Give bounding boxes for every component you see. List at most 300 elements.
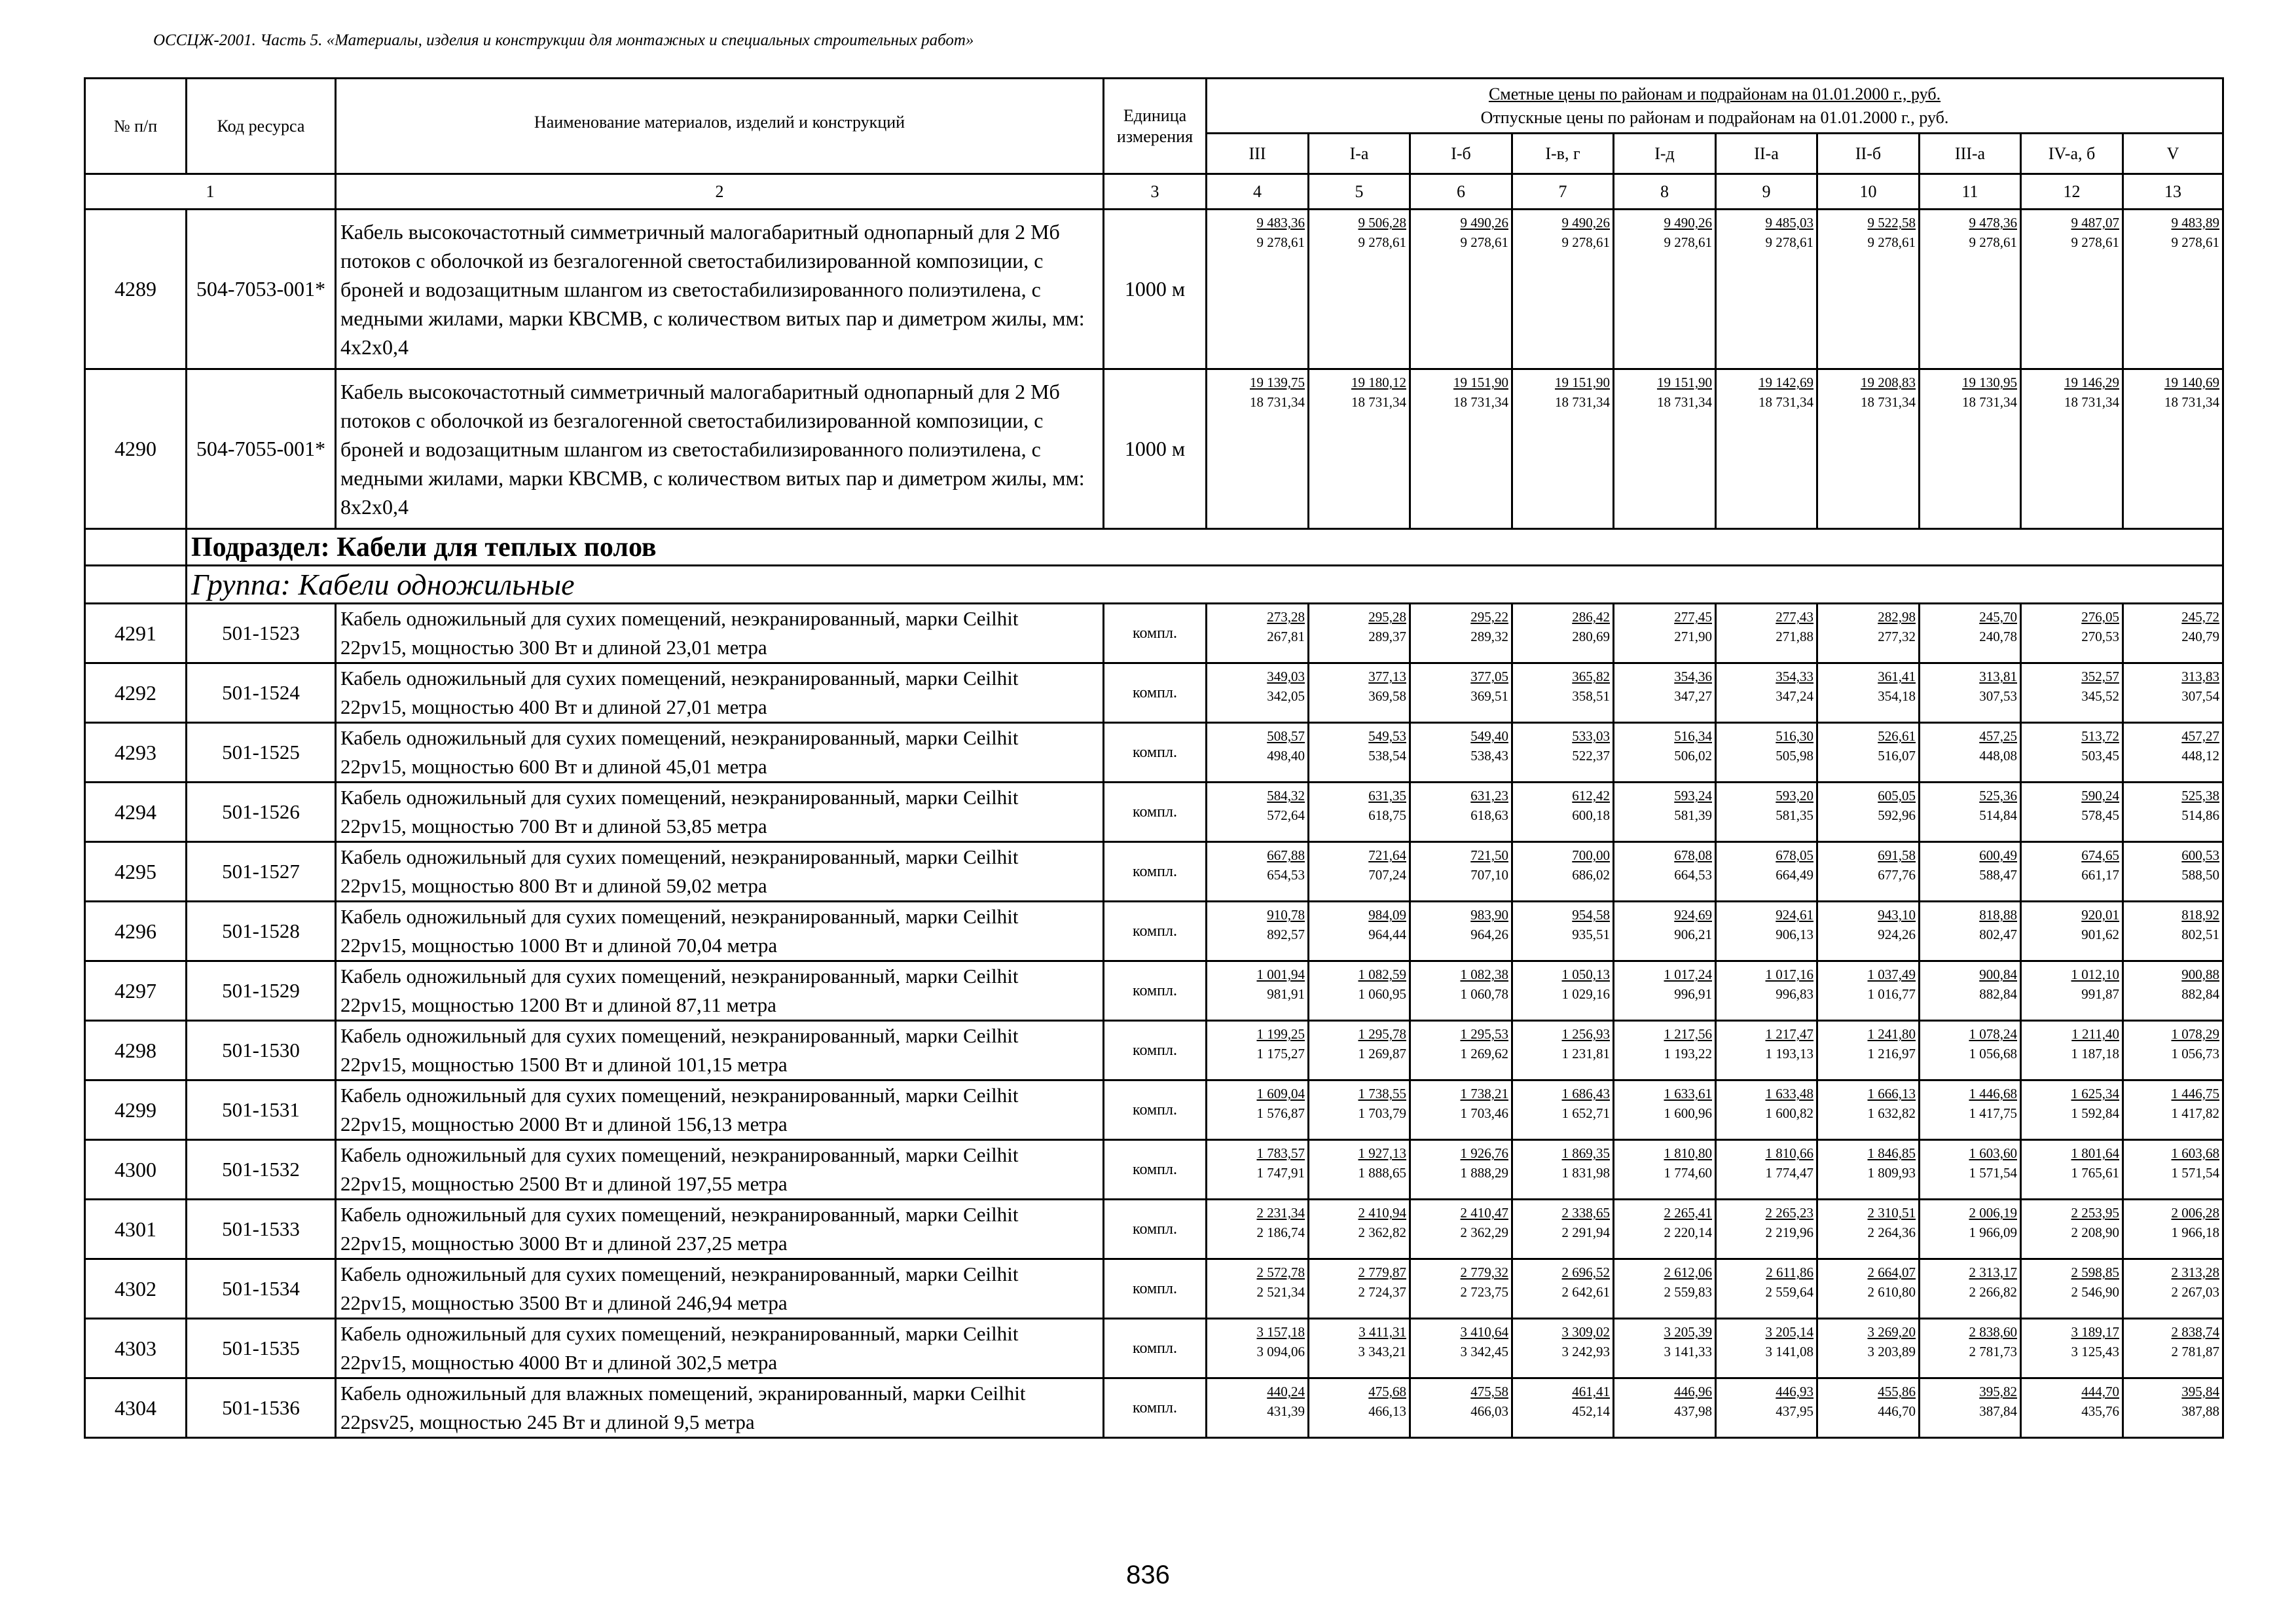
estimate-price: 19 142,69 — [1758, 375, 1813, 390]
price-cell — [1614, 210, 1716, 369]
release-price: 686,02 — [1572, 867, 1610, 883]
price-cell — [1309, 1021, 1410, 1080]
resource-code: 501-1529 — [187, 961, 336, 1021]
unit: 1000 м — [1104, 210, 1207, 369]
release-price: 1 632,82 — [1867, 1105, 1916, 1121]
estimate-price: 9 483,36 — [1256, 215, 1305, 231]
release-price: 654,53 — [1267, 867, 1305, 883]
estimate-price: 900,84 — [1979, 967, 2017, 982]
price-cell — [1614, 783, 1716, 842]
release-price: 280,69 — [1572, 629, 1610, 644]
price-cell — [2021, 961, 2123, 1021]
estimate-price: 1 017,24 — [1664, 967, 1712, 982]
release-price: 2 781,73 — [1969, 1344, 2017, 1359]
resource-code: 501-1527 — [187, 842, 336, 902]
release-price: 1 016,77 — [1867, 986, 1916, 1002]
price-cell — [1920, 842, 2021, 902]
estimate-price: 282,98 — [1878, 609, 1916, 625]
release-price: 435,76 — [2081, 1403, 2119, 1419]
estimate-price: 605,05 — [1878, 788, 1916, 803]
unit: 1000 м — [1104, 369, 1207, 529]
release-price: 431,39 — [1267, 1403, 1305, 1419]
material-name-line: 22pv15, мощностью 2000 Вт и длиной 156,13 метра — [340, 1113, 788, 1135]
estimate-price: 1 846,85 — [1867, 1145, 1916, 1161]
estimate-price: 377,13 — [1368, 669, 1406, 684]
col-header-unit: Единица измерения — [1104, 79, 1207, 174]
resource-code: 501-1528 — [187, 902, 336, 961]
price-cell — [1309, 961, 1410, 1021]
release-price: 1 571,54 — [1969, 1165, 2017, 1181]
price-cell — [1309, 1200, 1410, 1259]
estimate-price: 920,01 — [2081, 907, 2119, 923]
price-cell — [1410, 783, 1512, 842]
price-cell — [2021, 1140, 2123, 1200]
unit: компл. — [1104, 783, 1207, 842]
price-cell — [1309, 1080, 1410, 1140]
release-price: 2 267,03 — [2171, 1284, 2220, 1300]
price-cell — [1614, 1200, 1716, 1259]
unit: компл. — [1104, 1378, 1207, 1438]
estimate-price: 943,10 — [1878, 907, 1916, 923]
price-cell — [1512, 369, 1614, 529]
price-cell — [1614, 663, 1716, 723]
price-cell — [1716, 1140, 1817, 1200]
estimate-price: 9 487,07 — [2071, 215, 2119, 231]
release-price: 2 610,80 — [1867, 1284, 1916, 1300]
price-cell — [1716, 1259, 1817, 1319]
estimate-price: 349,03 — [1267, 669, 1305, 684]
resource-code: 501-1535 — [187, 1319, 336, 1378]
price-cell — [1512, 902, 1614, 961]
price-cell — [1207, 1200, 1309, 1259]
release-price: 677,76 — [1878, 867, 1916, 883]
release-price: 358,51 — [1572, 688, 1610, 704]
price-cell — [1920, 1378, 2021, 1438]
estimate-price: 631,23 — [1470, 788, 1508, 803]
estimate-price: 361,41 — [1878, 669, 1916, 684]
price-cell — [2021, 723, 2123, 783]
release-price: 802,47 — [1979, 927, 2017, 942]
release-price: 9 278,61 — [1969, 234, 2017, 250]
release-price: 664,49 — [1776, 867, 1813, 883]
material-name — [336, 1378, 1104, 1438]
release-price: 466,13 — [1368, 1403, 1406, 1419]
estimate-price: 1 211,40 — [2071, 1026, 2119, 1042]
prices-release-title: Отпускные цены по районам и подрайонам на 01.01.2000 г., руб. — [1480, 107, 1949, 127]
release-price: 505,98 — [1776, 748, 1813, 764]
estimate-price: 461,41 — [1572, 1384, 1610, 1399]
unit: компл. — [1104, 723, 1207, 783]
region-header: I-д — [1614, 134, 1716, 174]
estimate-price: 395,82 — [1979, 1384, 2017, 1399]
column-number: 13 — [2123, 174, 2223, 210]
price-cell — [1716, 961, 1817, 1021]
estimate-price: 3 189,17 — [2071, 1324, 2119, 1340]
release-price: 1 029,16 — [1561, 986, 1610, 1002]
row-number: 4303 — [85, 1319, 187, 1378]
estimate-price: 600,49 — [1979, 847, 2017, 863]
release-price: 2 362,82 — [1358, 1225, 1406, 1240]
price-cell — [1920, 1140, 2021, 1200]
price-cell — [1207, 210, 1309, 369]
row-number: 4302 — [85, 1259, 187, 1319]
release-price: 882,84 — [1979, 986, 2017, 1002]
estimate-price: 3 309,02 — [1561, 1324, 1610, 1340]
row-number: 4296 — [85, 902, 187, 961]
price-cell — [1512, 1080, 1614, 1140]
estimate-price: 2 265,23 — [1765, 1205, 1813, 1221]
release-price: 448,08 — [1979, 748, 2017, 764]
release-price: 347,24 — [1776, 688, 1813, 704]
price-cell — [2021, 1319, 2123, 1378]
release-price: 1 774,47 — [1765, 1165, 1813, 1181]
material-name-line: Кабель одножильный для сухих помещений, неэкранированный, марки Ceilhit — [340, 965, 1019, 987]
resource-code: 501-1526 — [187, 783, 336, 842]
material-name — [336, 842, 1104, 902]
price-cell — [1410, 961, 1512, 1021]
price-cell — [1817, 723, 1920, 783]
estimate-price: 9 485,03 — [1765, 215, 1813, 231]
estimate-price: 549,53 — [1368, 728, 1406, 744]
estimate-price: 19 139,75 — [1250, 375, 1305, 390]
release-price: 588,47 — [1979, 867, 2017, 883]
price-cell — [1920, 723, 2021, 783]
release-price: 2 186,74 — [1256, 1225, 1305, 1240]
price-cell — [1207, 783, 1309, 842]
release-price: 996,91 — [1674, 986, 1712, 1002]
unit: компл. — [1104, 663, 1207, 723]
prices-estimate-title: Сметные цены по районам и подрайонам на 01.01.2000 г., руб. — [1488, 84, 1941, 103]
table-row — [85, 723, 2223, 783]
price-cell — [1920, 663, 2021, 723]
price-cell — [1716, 1200, 1817, 1259]
price-cell — [1410, 210, 1512, 369]
estimate-price: 276,05 — [2081, 609, 2119, 625]
release-price: 1 269,62 — [1460, 1046, 1508, 1061]
price-cell — [1920, 783, 2021, 842]
price-cell — [1512, 1140, 1614, 1200]
release-price: 3 343,21 — [1358, 1344, 1406, 1359]
release-price: 18 731,34 — [2064, 394, 2119, 410]
price-cell — [1309, 842, 1410, 902]
price-cell — [1716, 1378, 1817, 1438]
release-price: 437,98 — [1674, 1403, 1712, 1419]
release-price: 935,51 — [1572, 927, 1610, 942]
price-cell — [1716, 1319, 1817, 1378]
estimate-price: 1 625,34 — [2071, 1086, 2119, 1101]
column-number: 8 — [1614, 174, 1716, 210]
material-name-line: 22pv15, мощностью 300 Вт и длиной 23,01 метра — [340, 636, 767, 659]
release-price: 1 774,60 — [1664, 1165, 1712, 1181]
release-price: 452,14 — [1572, 1403, 1610, 1419]
release-price: 1 831,98 — [1561, 1165, 1610, 1181]
estimate-price: 2 253,95 — [2071, 1205, 2119, 1221]
estimate-price: 1 869,35 — [1561, 1145, 1610, 1161]
estimate-price: 475,68 — [1368, 1384, 1406, 1399]
table-row — [85, 1319, 2223, 1378]
subsection-title: Подраздел: Кабели для теплых полов — [187, 529, 2223, 566]
release-price: 345,52 — [2081, 688, 2119, 704]
estimate-price: 295,28 — [1368, 609, 1406, 625]
price-cell — [1410, 1080, 1512, 1140]
region-header: IV-а, б — [2021, 134, 2123, 174]
price-cell — [1207, 663, 1309, 723]
price-cell — [1614, 1319, 1716, 1378]
price-cell — [1716, 1080, 1817, 1140]
estimate-price: 9 490,26 — [1664, 215, 1712, 231]
estimate-price: 352,57 — [2081, 669, 2119, 684]
material-name-line: Кабель одножильный для сухих помещений, неэкранированный, марки Ceilhit — [340, 1084, 1019, 1107]
release-price: 3 141,08 — [1765, 1344, 1813, 1359]
estimate-price: 313,81 — [1979, 669, 2017, 684]
release-price: 2 266,82 — [1969, 1284, 2017, 1300]
estimate-price: 19 140,69 — [2164, 375, 2220, 390]
column-number: 7 — [1512, 174, 1614, 210]
price-cell — [2123, 783, 2223, 842]
estimate-price: 1 446,68 — [1969, 1086, 2017, 1101]
price-cell — [1817, 1200, 1920, 1259]
price-cell — [1716, 210, 1817, 369]
release-price: 503,45 — [2081, 748, 2119, 764]
group-row — [85, 566, 2223, 604]
material-name-line: 22pv15, мощностью 2500 Вт и длиной 197,55 метра — [340, 1172, 788, 1195]
unit: компл. — [1104, 1021, 1207, 1080]
estimate-price: 1 017,16 — [1765, 967, 1813, 982]
price-cell — [1614, 723, 1716, 783]
release-price: 9 278,61 — [1561, 234, 1610, 250]
material-name-line: Кабель одножильный для сухих помещений, неэкранированный, марки Ceilhit — [340, 1203, 1019, 1226]
group-blank — [85, 566, 187, 604]
unit: компл. — [1104, 1259, 1207, 1319]
price-cell — [1207, 369, 1309, 529]
release-price: 981,91 — [1267, 986, 1305, 1002]
estimate-price: 983,90 — [1470, 907, 1508, 923]
estimate-price: 1 801,64 — [2071, 1145, 2119, 1161]
table-row — [85, 1080, 2223, 1140]
release-price: 1 966,18 — [2171, 1225, 2220, 1240]
release-price: 277,32 — [1878, 629, 1916, 644]
estimate-price: 1 256,93 — [1561, 1026, 1610, 1042]
price-cell — [1614, 842, 1716, 902]
release-price: 9 278,61 — [2171, 234, 2220, 250]
material-name — [336, 1140, 1104, 1200]
price-table — [84, 77, 2224, 1439]
estimate-price: 377,05 — [1470, 669, 1508, 684]
table-row — [85, 1259, 2223, 1319]
estimate-price: 1 783,57 — [1256, 1145, 1305, 1161]
release-price: 1 056,73 — [2171, 1046, 2220, 1061]
row-number: 4301 — [85, 1200, 187, 1259]
price-cell — [2123, 1259, 2223, 1319]
release-price: 661,17 — [2081, 867, 2119, 883]
unit: компл. — [1104, 1200, 1207, 1259]
release-price: 1 966,09 — [1969, 1225, 2017, 1240]
price-cell — [1716, 783, 1817, 842]
price-cell — [1410, 842, 1512, 902]
price-cell — [2123, 604, 2223, 663]
price-cell — [1512, 1259, 1614, 1319]
estimate-price: 526,61 — [1878, 728, 1916, 744]
price-cell — [1410, 1378, 1512, 1438]
estimate-price: 612,42 — [1572, 788, 1610, 803]
table-body — [85, 210, 2223, 1438]
estimate-price: 1 609,04 — [1256, 1086, 1305, 1101]
estimate-price: 1 050,13 — [1561, 967, 1610, 982]
price-cell — [2021, 1021, 2123, 1080]
subsection-row — [85, 529, 2223, 566]
release-price: 964,26 — [1470, 927, 1508, 942]
material-name-line: Кабель одножильный для сухих помещений, неэкранированный, марки Ceilhit — [340, 1263, 1019, 1285]
price-cell — [1716, 604, 1817, 663]
release-price: 991,87 — [2081, 986, 2119, 1002]
release-price: 618,63 — [1470, 807, 1508, 823]
release-price: 664,53 — [1674, 867, 1712, 883]
price-cell — [2021, 210, 2123, 369]
release-price: 2 208,90 — [2071, 1225, 2119, 1240]
estimate-price: 2 313,17 — [1969, 1264, 2017, 1280]
column-number: 4 — [1207, 174, 1309, 210]
release-price: 1 269,87 — [1358, 1046, 1406, 1061]
price-cell — [1410, 1259, 1512, 1319]
release-price: 342,05 — [1267, 688, 1305, 704]
release-price: 1 060,78 — [1460, 986, 1508, 1002]
release-price: 1 765,61 — [2071, 1165, 2119, 1181]
unit: компл. — [1104, 842, 1207, 902]
price-cell — [1817, 842, 1920, 902]
region-header: II-а — [1716, 134, 1817, 174]
region-header: II-б — [1817, 134, 1920, 174]
release-price: 240,79 — [2181, 629, 2220, 644]
material-name — [336, 1200, 1104, 1259]
release-price: 906,21 — [1674, 927, 1712, 942]
release-price: 347,27 — [1674, 688, 1712, 704]
price-cell — [1309, 210, 1410, 369]
estimate-price: 395,84 — [2181, 1384, 2220, 1399]
release-price: 1 187,18 — [2071, 1046, 2119, 1061]
price-cell — [1817, 902, 1920, 961]
release-price: 1 417,82 — [2171, 1105, 2220, 1121]
price-cell — [1512, 961, 1614, 1021]
release-price: 572,64 — [1267, 807, 1305, 823]
resource-code: 501-1536 — [187, 1378, 336, 1438]
column-number: 6 — [1410, 174, 1512, 210]
row-number: 4299 — [85, 1080, 187, 1140]
price-cell — [2021, 1378, 2123, 1438]
estimate-price: 1 738,55 — [1358, 1086, 1406, 1101]
estimate-price: 1 738,21 — [1460, 1086, 1508, 1101]
release-price: 588,50 — [2181, 867, 2220, 883]
release-price: 18 731,34 — [1758, 394, 1813, 410]
estimate-price: 2 779,32 — [1460, 1264, 1508, 1280]
price-cell — [1512, 783, 1614, 842]
price-cell — [1410, 902, 1512, 961]
table-header — [85, 79, 2223, 210]
estimate-price: 2 410,47 — [1460, 1205, 1508, 1221]
estimate-price: 1 633,61 — [1664, 1086, 1712, 1101]
price-cell — [2123, 961, 2223, 1021]
price-cell — [1920, 1200, 2021, 1259]
region-header: I-а — [1309, 134, 1410, 174]
estimate-price: 455,86 — [1878, 1384, 1916, 1399]
resource-code: 501-1523 — [187, 604, 336, 663]
material-name-line: 22pv15, мощностью 1000 Вт и длиной 70,04 метра — [340, 934, 778, 957]
release-price: 267,81 — [1267, 629, 1305, 644]
column-number: 5 — [1309, 174, 1410, 210]
price-cell — [2021, 783, 2123, 842]
unit: компл. — [1104, 1140, 1207, 1200]
estimate-price: 1 082,59 — [1358, 967, 1406, 982]
material-name-line: 22pv15, мощностью 600 Вт и длиной 45,01 метра — [340, 755, 767, 778]
price-cell — [1716, 842, 1817, 902]
price-cell — [1512, 1378, 1614, 1438]
price-cell — [1817, 1378, 1920, 1438]
release-price: 18 731,34 — [1962, 394, 2017, 410]
estimate-price: 924,61 — [1776, 907, 1813, 923]
release-price: 369,58 — [1368, 688, 1406, 704]
release-price: 600,18 — [1572, 807, 1610, 823]
price-cell — [1614, 369, 1716, 529]
region-header: V — [2123, 134, 2223, 174]
release-price: 18 731,34 — [1657, 394, 1712, 410]
price-cell — [1512, 723, 1614, 783]
estimate-price: 1 666,13 — [1867, 1086, 1916, 1101]
release-price: 882,84 — [2181, 986, 2220, 1002]
material-name-line: 22pv15, мощностью 3500 Вт и длиной 246,94 метра — [340, 1291, 788, 1314]
resource-code: 501-1524 — [187, 663, 336, 723]
price-cell — [1410, 663, 1512, 723]
price-cell — [1410, 604, 1512, 663]
release-price: 354,18 — [1878, 688, 1916, 704]
estimate-price: 1 295,78 — [1358, 1026, 1406, 1042]
material-name: Кабель высокочастотный симметричный малогабаритный однопарный для 2 Мб потоков с оболочкой из безгалогенной светостабилизированной композиции, с броней и водозащитным шлангом из светостабилизированного полиэтилена, с медными жилами, марки КВСМВ, с количеством витых пар и диметром жилы, мм: 8x2x0,4 — [336, 369, 1104, 529]
estimate-price: 1 078,29 — [2171, 1026, 2220, 1042]
estimate-price: 1 037,49 — [1867, 967, 1916, 982]
release-price: 901,62 — [2081, 927, 2119, 942]
estimate-price: 631,35 — [1368, 788, 1406, 803]
estimate-price: 1 810,80 — [1664, 1145, 1712, 1161]
release-price: 3 094,06 — [1256, 1344, 1305, 1359]
material-name-line: 22pv15, мощностью 1500 Вт и длиной 101,15 метра — [340, 1053, 788, 1076]
column-number: 9 — [1716, 174, 1817, 210]
material-name-line: Кабель одножильный для сухих помещений, неэкранированный, марки Ceilhit — [340, 1024, 1019, 1047]
resource-code: 501-1525 — [187, 723, 336, 783]
price-cell — [1207, 1021, 1309, 1080]
estimate-price: 1 001,94 — [1256, 967, 1305, 982]
release-price: 9 278,61 — [1867, 234, 1916, 250]
price-cell — [1410, 1140, 1512, 1200]
price-cell — [1309, 663, 1410, 723]
release-price: 581,39 — [1674, 807, 1712, 823]
release-price: 2 521,34 — [1256, 1284, 1305, 1300]
estimate-price: 1 603,68 — [2171, 1145, 2220, 1161]
region-header: I-б — [1410, 134, 1512, 174]
estimate-price: 354,36 — [1674, 669, 1712, 684]
resource-code: 501-1532 — [187, 1140, 336, 1200]
price-cell — [1817, 1140, 1920, 1200]
estimate-price: 818,92 — [2181, 907, 2220, 923]
estimate-price: 1 217,47 — [1765, 1026, 1813, 1042]
table-row — [85, 604, 2223, 663]
price-cell — [2123, 1080, 2223, 1140]
release-price: 369,51 — [1470, 688, 1508, 704]
material-name — [336, 1259, 1104, 1319]
price-cell — [2021, 604, 2123, 663]
release-price: 2 362,29 — [1460, 1225, 1508, 1240]
price-cell — [1817, 369, 1920, 529]
price-cell — [1716, 723, 1817, 783]
unit: компл. — [1104, 1080, 1207, 1140]
price-cell — [1614, 1021, 1716, 1080]
